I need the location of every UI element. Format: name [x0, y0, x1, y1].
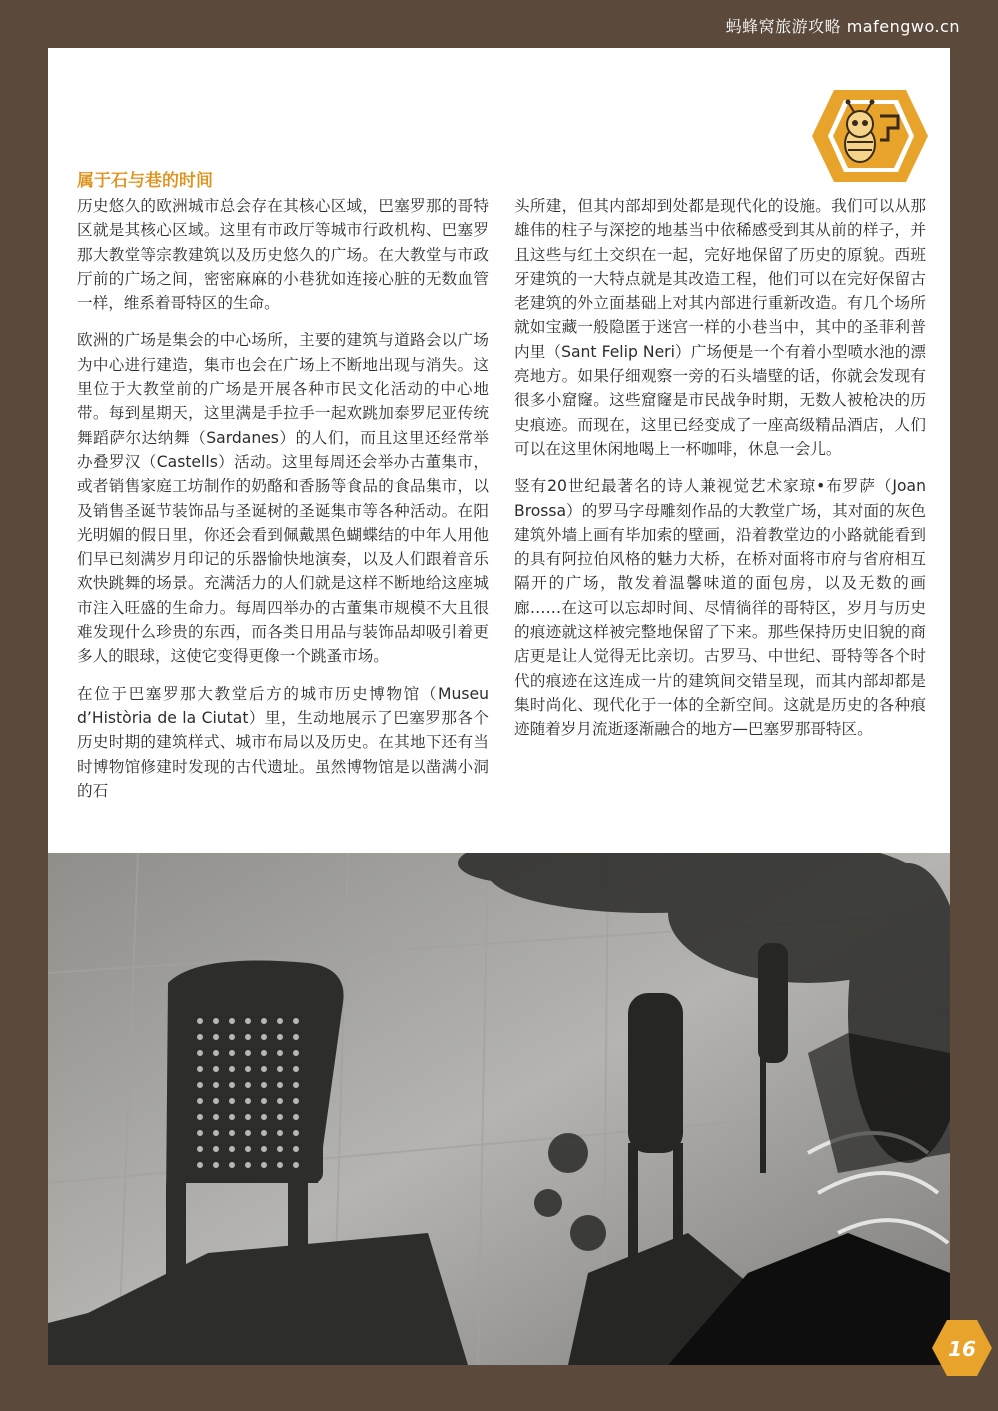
brand-text: 蚂蜂窝旅游攻略 mafengwo.cn — [725, 17, 960, 36]
article-column-left — [77, 194, 489, 816]
section-title: 属于石与巷的时间 — [77, 171, 213, 191]
page-number-badge — [932, 1318, 992, 1378]
paragraph: 在位于巴塞罗那大教堂后方的城市历史博物馆（Museu d’Història de la Ciutat）里，生动地展示了巴塞罗那各个历史时期的建筑样式、城市布局以及历史。在其地下还有当时博物馆修建时发现的古代遗址。虽然博物馆是以凿满小洞的石 — [77, 684, 489, 800]
page-number: 16 — [948, 1337, 976, 1361]
article-page — [48, 48, 950, 853]
photo-chair-shadows — [48, 853, 950, 1365]
bee-mascot-icon — [810, 88, 928, 184]
paragraph: 竖有20世纪最著名的诗人兼视觉艺术家琼•布罗萨（Joan Brossa）的罗马字母雕刻作品的大教堂广场，其对面的灰色建筑外墙上画有毕加索的壁画，沿着教堂边的小路就能看到的具有阿拉伯风格的魅力大桥，在桥对面将市府与省府相互隔开的广场，散发着温馨味道的面包房，以及无数的画廊……在这可以忘却时间、尽情徜徉的哥特区，岁月与历史的痕迹就这样被完整地保留了下来。那些保持历史旧貌的商店更是让人觉得无比亲切。古罗马、中世纪、哥特等各个时代的痕迹在这连成一片的建筑间交错呈现，而其内部却都是集时尚化、现代化于一体的全新空间。这就是历史的各种痕迹随着岁月流逝逐渐融合的地方—巴塞罗那哥特区。 — [514, 477, 926, 739]
chair-shadow-illustration — [48, 853, 950, 1365]
paragraph: 欧洲的广场是集会的中心场所，主要的建筑与道路会以广场为中心进行建造，集市也会在广场上不断地出现与消失。这里位于大教堂前的广场是开展各种市民文化活动的中心地带。每到星期天，这里满是手拉手一起欢跳加泰罗尼亚传统舞蹈萨尔达纳舞（Sardanes）的人们，而且这里还经常举办叠罗汉（Castells）活动。这里每周还会举办古董集市，或者销售家庭工坊制作的奶酪和香肠等食品的食品集市，以及销售圣诞节装饰品与圣诞树的圣诞集市等各种活动。在阳光明媚的假日里，你还会看到佩戴黑色蝴蝶结的中年人用他们早已刻满岁月印记的乐器愉快地演奏，以及人们跟着音乐欢快跳舞的场景。充满活力的人们就是这样不断地给这座城市注入旺盛的生命力。每周四举办的古董集市规模不大且很难发现什么珍贵的东西，而各类日用品与装饰品却吸引着更多人的眼球，这使它变得更像一个跳蚤市场。 — [77, 331, 489, 666]
paragraph: 头所建，但其内部却到处都是现代化的设施。我们可以从那雄伟的柱子与深挖的地基当中依稀感受到其从前的样子，并且这些与红土交织在一起，完好地保留了历史的原貌。西班牙建筑的一大特点就是其改造工程，他们可以在完好保留古老建筑的外立面基础上对其内部进行重新改造。有几个场所就如宝藏一般隐匿于迷宫一样的小巷当中，其中的圣菲利普内里（Sant Felip Neri）广场便是一个有着小型喷水池的漂亮地方。如果仔细观察一旁的石头墙壁的话，你就会发现有很多小窟窿。这些窟窿是市民战争时期，无数人被枪决的历史痕迹。而现在，这里已经变成了一座高级精品酒店，人们可以在这里休闲地喝上一杯咖啡，休息一会儿。 — [514, 197, 926, 458]
article-column-right — [514, 194, 926, 755]
paragraph: 历史悠久的欧洲城市总会存在其核心区域，巴塞罗那的哥特区就是其核心区域。这里有市政厅等城市行政机构、巴塞罗那大教堂等宗教建筑以及历史悠久的广场。在大教堂与市政厅前的广场之间，密密麻麻的小巷犹如连接心脏的无数血管一样，维系着哥特区的生命。 — [77, 197, 489, 313]
